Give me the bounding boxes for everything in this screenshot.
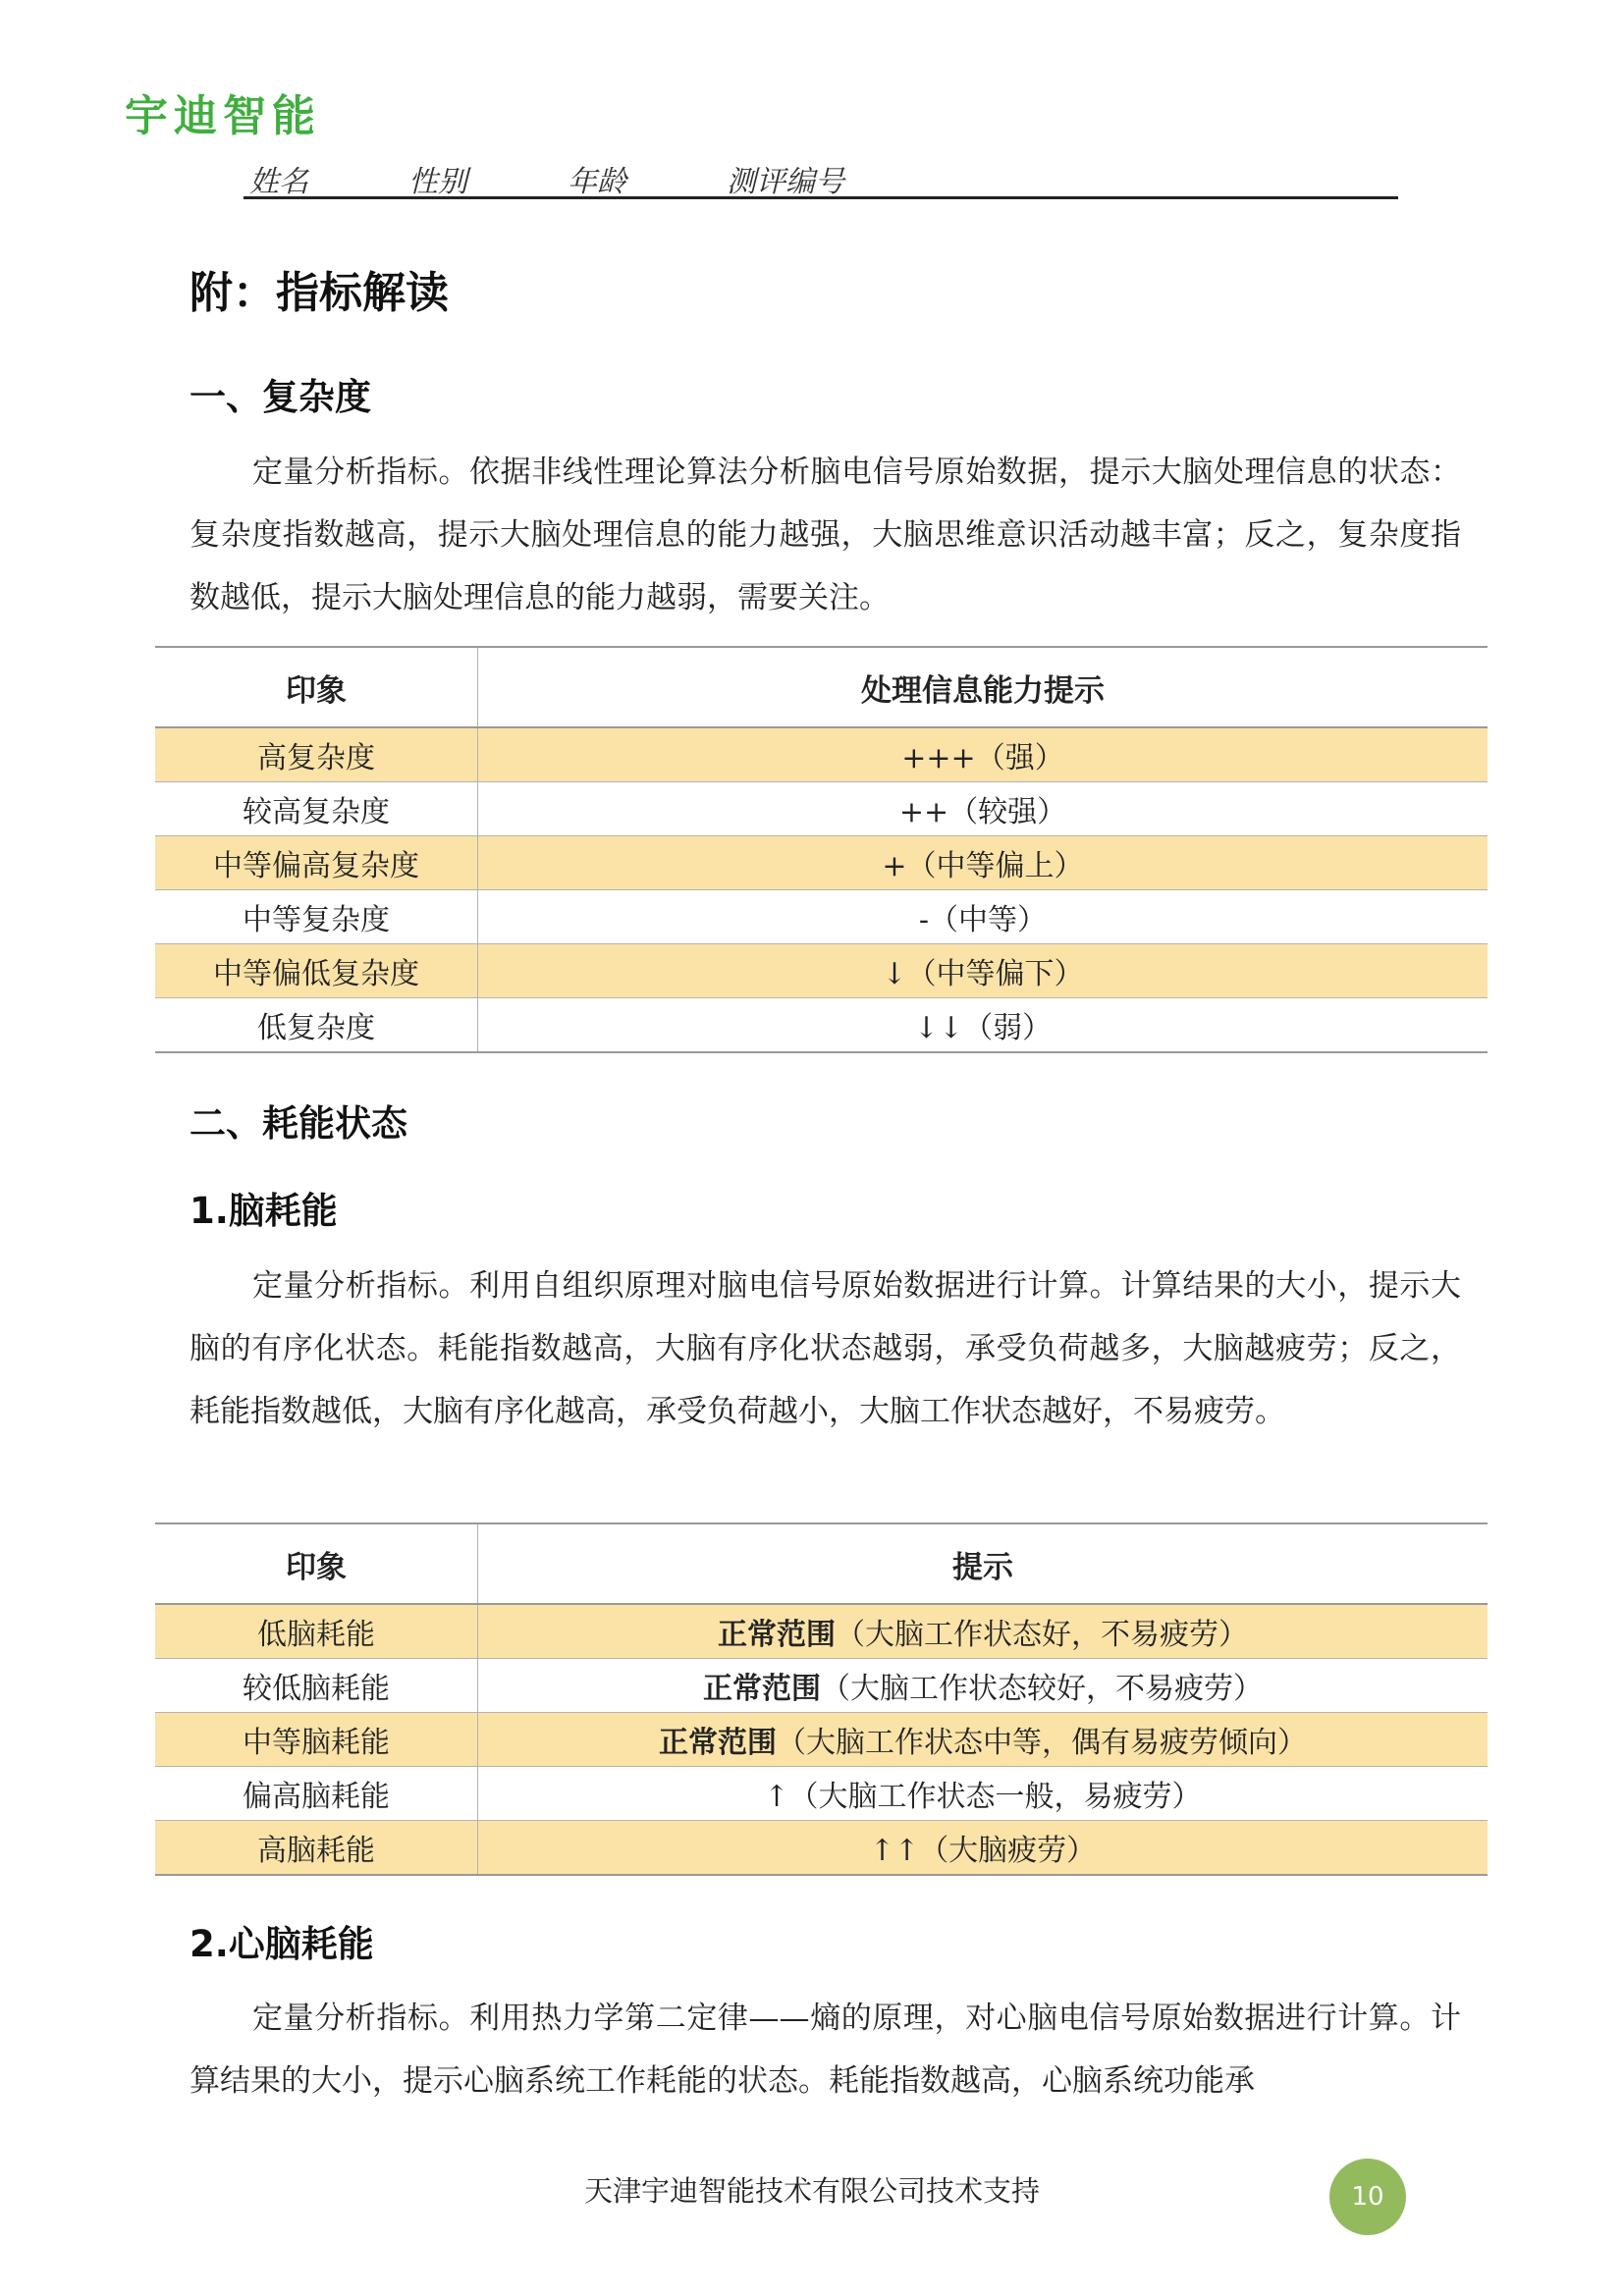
heart-brain-energy-paragraph: 定量分析指标。利用热力学第二定律——熵的原理，对心脑电信号原始数据进行计算。计算结果的大小，提示心脑系统工作耗能的状态。耗能指数越高，心脑系统功能承 xyxy=(189,2001,1461,2099)
table-row xyxy=(155,1604,1488,1659)
age-field-label: 年龄 xyxy=(568,165,626,199)
table-row xyxy=(155,890,1488,944)
table-row xyxy=(155,836,1488,890)
section-complexity-paragraph: 定量分析指标。依据非线性理论算法分析脑电信号原始数据，提示大脑处理信息的状态：复杂度指数越高，提示大脑处理信息的能力越强，大脑思维意识活动越丰富；反之，复杂度指数越低，提示大脑处理信息的能力越弱，需要关注。 xyxy=(189,454,1461,615)
hint-cell xyxy=(478,1659,1489,1713)
section-complexity-title: 一、复杂度 xyxy=(189,376,371,418)
appendix-title: 附：指标解读 xyxy=(189,268,449,318)
hint-cell xyxy=(478,1604,1489,1659)
impression-cell: 低脑耗能 xyxy=(155,1604,478,1659)
hint-text: （大脑工作状态好，不易疲劳） xyxy=(836,1618,1248,1652)
hint-cell: ++（较强） xyxy=(478,782,1489,836)
column-header-hint: 提示 xyxy=(478,1523,1489,1604)
table-header-row xyxy=(155,1523,1488,1604)
hint-cell: +++（强） xyxy=(478,727,1489,782)
hint-text: （大脑工作状态中等，偶有易疲劳倾向） xyxy=(777,1726,1307,1760)
hint-cell: -（中等） xyxy=(478,890,1489,944)
page-number-badge: 10 xyxy=(1329,2159,1406,2235)
column-header-impression: 印象 xyxy=(155,1523,478,1604)
brain-energy-table xyxy=(155,1522,1488,1876)
table-row xyxy=(155,1821,1488,1876)
section-energy-title: 二、耗能状态 xyxy=(189,1102,407,1145)
table-row xyxy=(155,1659,1488,1713)
normal-range-label: 正常范围 xyxy=(703,1672,821,1706)
hint-text: （大脑工作状态较好，不易疲劳） xyxy=(821,1672,1263,1706)
company-logo: 宇迪智能 xyxy=(125,91,321,141)
impression-cell: 中等脑耗能 xyxy=(155,1713,478,1767)
impression-cell: 中等偏低复杂度 xyxy=(155,944,478,998)
hint-cell: +（中等偏上） xyxy=(478,836,1489,890)
normal-range-label: 正常范围 xyxy=(718,1618,836,1652)
hint-cell: ↓↓（弱） xyxy=(478,998,1489,1053)
impression-cell: 低复杂度 xyxy=(155,998,478,1053)
hint-cell: ↓（中等偏下） xyxy=(478,944,1489,998)
footer-company: 天津宇迪智能技术有限公司技术支持 xyxy=(583,2174,1040,2208)
impression-cell: 高复杂度 xyxy=(155,727,478,782)
table-row xyxy=(155,998,1488,1053)
table-row xyxy=(155,944,1488,998)
column-header-impression: 印象 xyxy=(155,647,478,727)
name-field-label: 姓名 xyxy=(249,165,308,199)
brain-energy-paragraph: 定量分析指标。利用自组织原理对脑电信号原始数据进行计算。计算结果的大小，提示大脑的有序化状态。耗能指数越高，大脑有序化状态越弱，承受负荷越多，大脑越疲劳；反之，耗能指数越低，大脑有序化越高，承受负荷越小，大脑工作状态越好，不易疲劳。 xyxy=(189,1268,1461,1429)
hint-cell xyxy=(478,1713,1489,1767)
hint-text: ↑↑（大脑疲劳） xyxy=(869,1834,1097,1868)
impression-cell: 高脑耗能 xyxy=(155,1821,478,1876)
heart-brain-energy-title: 2.心脑耗能 xyxy=(189,1923,374,1965)
hint-cell xyxy=(478,1767,1489,1821)
impression-cell: 偏高脑耗能 xyxy=(155,1767,478,1821)
table-row xyxy=(155,1767,1488,1821)
gender-field-label: 性别 xyxy=(408,165,467,199)
complexity-table xyxy=(155,646,1488,1053)
table-header-row xyxy=(155,647,1488,727)
brain-energy-title: 1.脑耗能 xyxy=(189,1190,338,1232)
table-row xyxy=(155,782,1488,836)
hint-text: ↑（大脑工作状态一般，易疲劳） xyxy=(764,1780,1202,1814)
impression-cell: 较低脑耗能 xyxy=(155,1659,478,1713)
column-header-hint: 处理信息能力提示 xyxy=(478,647,1489,727)
impression-cell: 较高复杂度 xyxy=(155,782,478,836)
hint-cell xyxy=(478,1821,1489,1876)
impression-cell: 中等复杂度 xyxy=(155,890,478,944)
table-row xyxy=(155,1713,1488,1767)
normal-range-label: 正常范围 xyxy=(659,1726,777,1760)
patient-info-header xyxy=(244,155,1398,199)
test-id-field-label: 测评编号 xyxy=(727,165,844,199)
impression-cell: 中等偏高复杂度 xyxy=(155,836,478,890)
table-row xyxy=(155,727,1488,782)
